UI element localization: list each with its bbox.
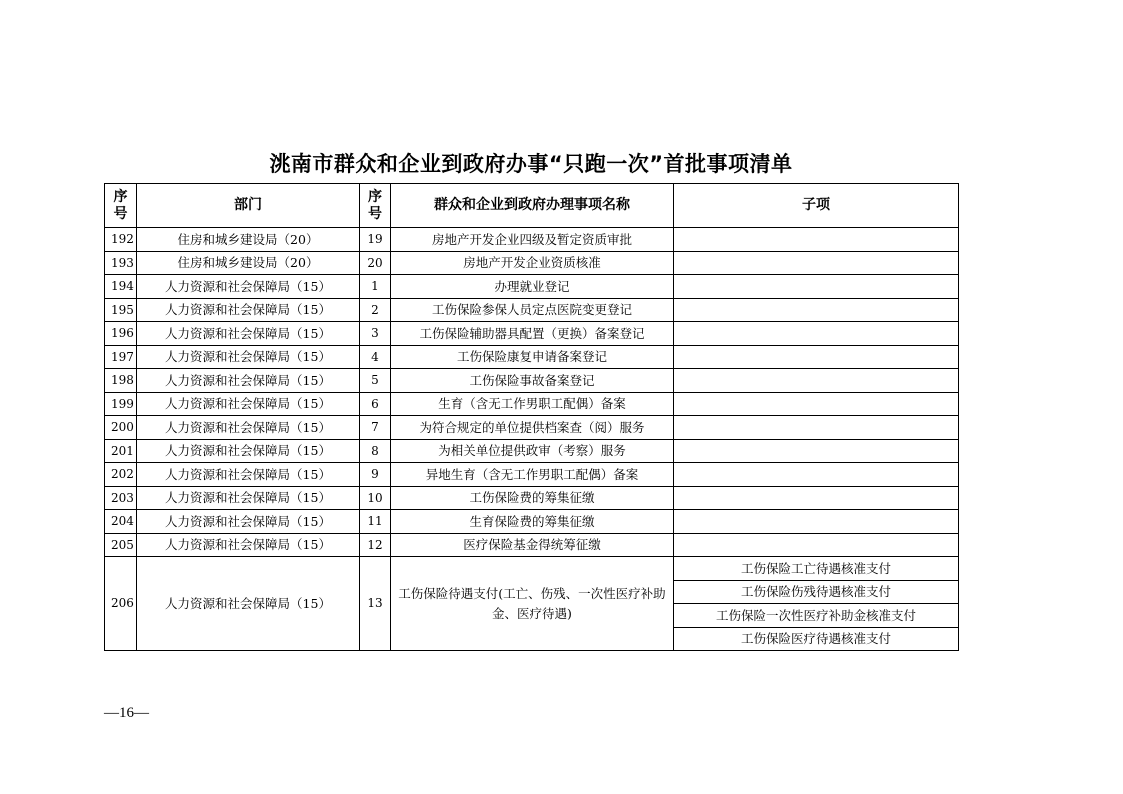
cell-dept: 人力资源和社会保障局（15） (137, 369, 360, 393)
cell-dept: 人力资源和社会保障局（15） (137, 345, 360, 369)
cell-dept: 人力资源和社会保障局（15） (137, 557, 360, 651)
header-sub-seq-char-2: 号 (368, 205, 382, 222)
cell-sub-seq: 19 (360, 228, 391, 252)
header-item-name: 群众和企业到政府办理事项名称 (391, 184, 674, 228)
cell-item-name: 工伤保险费的筹集征缴 (391, 486, 674, 510)
header-seq (105, 184, 137, 228)
cell-seq: 204 (105, 510, 137, 534)
cell-seq: 195 (105, 298, 137, 322)
cell-dept: 住房和城乡建设局（20） (137, 251, 360, 275)
cell-seq: 192 (105, 228, 137, 252)
cell-item-name: 异地生育（含无工作男职工配偶）备案 (391, 463, 674, 487)
cell-sub-item (674, 439, 959, 463)
cell-seq: 202 (105, 463, 137, 487)
cell-dept: 人力资源和社会保障局（15） (137, 510, 360, 534)
cell-sub-item (674, 345, 959, 369)
cell-sub-item: 工伤保险医疗待遇核准支付 (674, 627, 959, 651)
cell-seq: 193 (105, 251, 137, 275)
cell-dept: 人力资源和社会保障局（15） (137, 322, 360, 346)
cell-item-name: 为符合规定的单位提供档案查（阅）服务 (391, 416, 674, 440)
cell-sub-seq: 12 (360, 533, 391, 557)
header-sub-seq (360, 184, 391, 228)
cell-sub-seq: 7 (360, 416, 391, 440)
cell-sub-item (674, 416, 959, 440)
table-row (105, 510, 959, 534)
cell-seq: 196 (105, 322, 137, 346)
header-sub-item: 子项 (674, 184, 959, 228)
cell-dept: 人力资源和社会保障局（15） (137, 416, 360, 440)
header-seq-char-2: 号 (113, 205, 128, 222)
table-row-multi (105, 557, 959, 581)
table-row (105, 275, 959, 299)
item-list-table (104, 183, 959, 651)
cell-sub-item (674, 228, 959, 252)
cell-sub-seq: 2 (360, 298, 391, 322)
cell-sub-item (674, 486, 959, 510)
cell-sub-item (674, 275, 959, 299)
cell-seq: 201 (105, 439, 137, 463)
cell-item-name: 房地产开发企业资质核准 (391, 251, 674, 275)
cell-item-name: 生育保险费的筹集征缴 (391, 510, 674, 534)
cell-seq: 206 (105, 557, 137, 651)
cell-dept: 人力资源和社会保障局（15） (137, 298, 360, 322)
cell-sub-item: 工伤保险一次性医疗补助金核准支付 (674, 604, 959, 628)
cell-sub-seq: 9 (360, 463, 391, 487)
cell-sub-seq: 4 (360, 345, 391, 369)
cell-dept: 人力资源和社会保障局（15） (137, 275, 360, 299)
cell-sub-item (674, 533, 959, 557)
cell-dept: 人力资源和社会保障局（15） (137, 533, 360, 557)
cell-sub-seq: 6 (360, 392, 391, 416)
cell-item-name: 医疗保险基金得统筹征缴 (391, 533, 674, 557)
cell-sub-seq: 13 (360, 557, 391, 651)
cell-seq: 205 (105, 533, 137, 557)
cell-sub-seq: 1 (360, 275, 391, 299)
cell-item-name: 工伤保险参保人员定点医院变更登记 (391, 298, 674, 322)
cell-item-name: 工伤保险康复申请备案登记 (391, 345, 674, 369)
cell-seq: 194 (105, 275, 137, 299)
cell-seq: 200 (105, 416, 137, 440)
table-row (105, 439, 959, 463)
cell-sub-seq: 20 (360, 251, 391, 275)
cell-sub-seq: 11 (360, 510, 391, 534)
header-dept: 部门 (137, 184, 360, 228)
table-row (105, 533, 959, 557)
header-sub-seq-char-1: 序 (368, 189, 382, 206)
cell-sub-item (674, 392, 959, 416)
cell-sub-seq: 10 (360, 486, 391, 510)
cell-item-name: 工伤保险待遇支付(工亡、伤残、一次性医疗补助金、医疗待遇) (391, 557, 674, 651)
table-row (105, 228, 959, 252)
cell-item-name: 房地产开发企业四级及暂定资质审批 (391, 228, 674, 252)
cell-dept: 人力资源和社会保障局（15） (137, 392, 360, 416)
cell-sub-item: 工伤保险工亡待遇核准支付 (674, 557, 959, 581)
cell-seq: 199 (105, 392, 137, 416)
table-row (105, 322, 959, 346)
cell-sub-item (674, 463, 959, 487)
cell-sub-seq: 8 (360, 439, 391, 463)
cell-item-name: 办理就业登记 (391, 275, 674, 299)
table-row (105, 416, 959, 440)
cell-dept: 人力资源和社会保障局（15） (137, 463, 360, 487)
table-row (105, 392, 959, 416)
cell-dept: 人力资源和社会保障局（15） (137, 486, 360, 510)
cell-item-name: 为相关单位提供政审（考察）服务 (391, 439, 674, 463)
cell-seq: 198 (105, 369, 137, 393)
table-row (105, 251, 959, 275)
cell-sub-item (674, 322, 959, 346)
cell-sub-seq: 3 (360, 322, 391, 346)
cell-sub-item (674, 298, 959, 322)
table-row (105, 486, 959, 510)
cell-sub-seq: 5 (360, 369, 391, 393)
page-title: 洮南市群众和企业到政府办事“只跑一次”首批事项清单 (269, 152, 793, 176)
table-header-row (105, 184, 959, 228)
cell-seq: 197 (105, 345, 137, 369)
header-seq-char-1: 序 (113, 189, 128, 206)
cell-item-name: 生育（含无工作男职工配偶）备案 (391, 392, 674, 416)
table-row (105, 345, 959, 369)
table-row (105, 298, 959, 322)
table-body (105, 228, 959, 651)
cell-dept: 住房和城乡建设局（20） (137, 228, 360, 252)
cell-item-name: 工伤保险事故备案登记 (391, 369, 674, 393)
table-row (105, 369, 959, 393)
cell-seq: 203 (105, 486, 137, 510)
table-row (105, 463, 959, 487)
cell-sub-item (674, 369, 959, 393)
cell-item-name: 工伤保险辅助器具配置（更换）备案登记 (391, 322, 674, 346)
cell-sub-item (674, 510, 959, 534)
cell-sub-item (674, 251, 959, 275)
cell-sub-item: 工伤保险伤残待遇核准支付 (674, 580, 959, 604)
cell-dept: 人力资源和社会保障局（15） (137, 439, 360, 463)
page-number: —16— (104, 705, 149, 721)
